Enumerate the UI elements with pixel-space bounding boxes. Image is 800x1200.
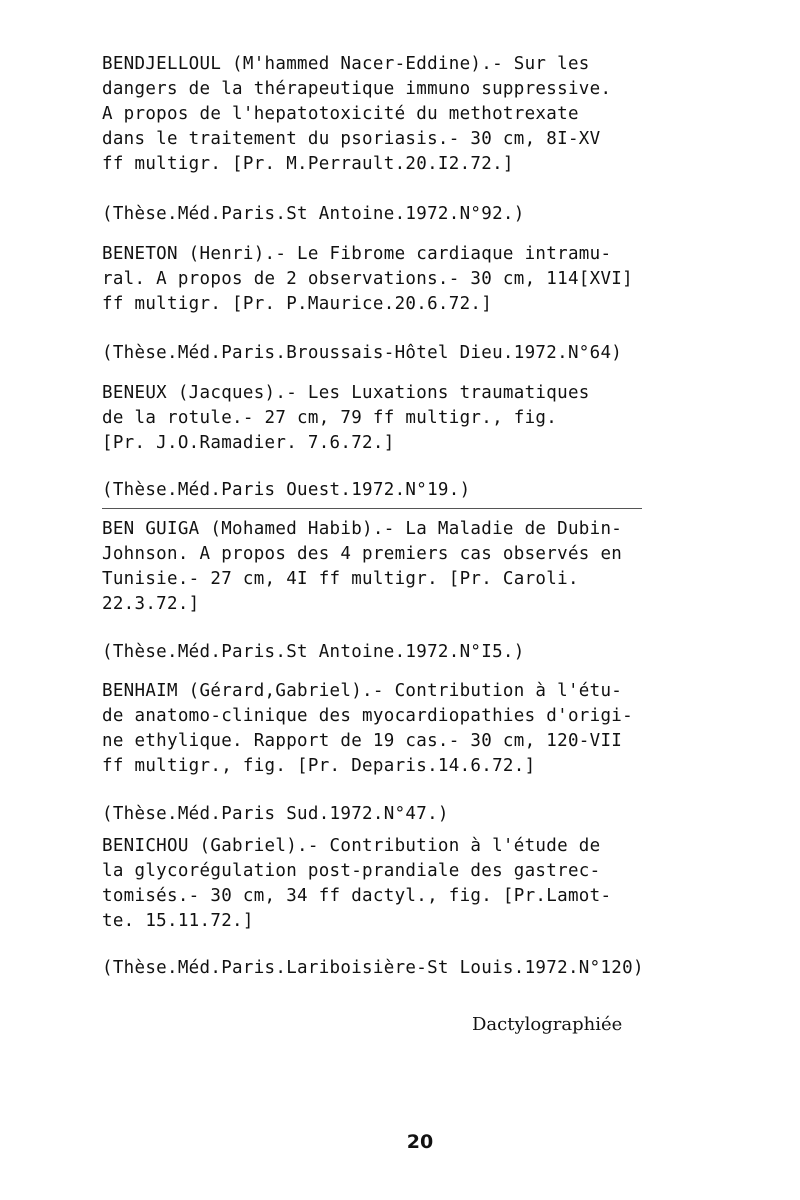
catalog-entry [102, 517, 702, 617]
catalog-entry [102, 679, 702, 779]
catalog-entry [102, 242, 702, 317]
entry-line: Tunisie.- 27 cm, 4I ff multigr. [Pr. Caroli. [102, 569, 579, 589]
catalog-entry [102, 834, 702, 934]
entry-line: BENICHOU (Gabriel).- Contribution à l'étude de [102, 836, 601, 856]
entry-line: ral. A propos de 2 observations.- 30 cm, 114[XVI] [102, 269, 633, 289]
entry-line: BENEUX (Jacques).- Les Luxations traumatiques [102, 383, 590, 403]
entry-line: BENDJELLOUL (M'hammed Nacer-Eddine).- Sur les [102, 54, 590, 74]
entry-line: dangers de la thérapeutique immuno suppressive. [102, 79, 612, 99]
thesis-note: (Thèse.Méd.Paris Ouest.1972.N°19.) [102, 480, 471, 500]
catalog-entry [102, 381, 702, 456]
entry-line: ff multigr., fig. [Pr. Deparis.14.6.72.] [102, 756, 536, 776]
thesis-note: (Thèse.Méd.Paris.St Antoine.1972.N°92.) [102, 204, 525, 224]
entry-line: ff multigr. [Pr. P.Maurice.20.6.72.] [102, 294, 493, 314]
entry-line: dans le traitement du psoriasis.- 30 cm, 8I-XV [102, 129, 601, 149]
entry-line: [Pr. J.O.Ramadier. 7.6.72.] [102, 433, 395, 453]
page-number: 20 [406, 1131, 434, 1153]
thesis-note: (Thèse.Méd.Paris.Lariboisière-St Louis.1972.N°120) [102, 958, 644, 978]
entry-line: ff multigr. [Pr. M.Perrault.20.I2.72.] [102, 154, 514, 174]
entry-line: A propos de l'hepatotoxicité du methotrexate [102, 104, 579, 124]
entry-line: BEN GUIGA (Mohamed Habib).- La Maladie de Dubin- [102, 519, 623, 539]
thesis-note: (Thèse.Méd.Paris.St Antoine.1972.N°I5.) [102, 642, 525, 662]
entry-line: ne ethylique. Rapport de 19 cas.- 30 cm, 120-VII [102, 731, 623, 751]
entry-line: la glycorégulation post-prandiale des gastrec- [102, 861, 601, 881]
separator-rule [102, 508, 642, 509]
entry-line: 22.3.72.] [102, 594, 200, 614]
thesis-note: (Thèse.Méd.Paris.Broussais-Hôtel Dieu.1972.N°64) [102, 343, 623, 363]
entry-line: BENHAIM (Gérard,Gabriel).- Contribution à l'étu- [102, 681, 623, 701]
thesis-note: (Thèse.Méd.Paris Sud.1972.N°47.) [102, 804, 449, 824]
entry-line: de la rotule.- 27 cm, 79 ff multigr., fig. [102, 408, 558, 428]
entry-line: Johnson. A propos des 4 premiers cas observés en [102, 544, 623, 564]
typed-signature: Dactylographiée [472, 1014, 623, 1035]
entry-line: BENETON (Henri).- Le Fibrome cardiaque intramu- [102, 244, 612, 264]
catalog-entry [102, 52, 702, 177]
entry-line: tomisés.- 30 cm, 34 ff dactyl., fig. [Pr.Lamot- [102, 886, 612, 906]
entry-line: de anatomo-clinique des myocardiopathies d'origi- [102, 706, 633, 726]
entry-line: te. 15.11.72.] [102, 911, 254, 931]
